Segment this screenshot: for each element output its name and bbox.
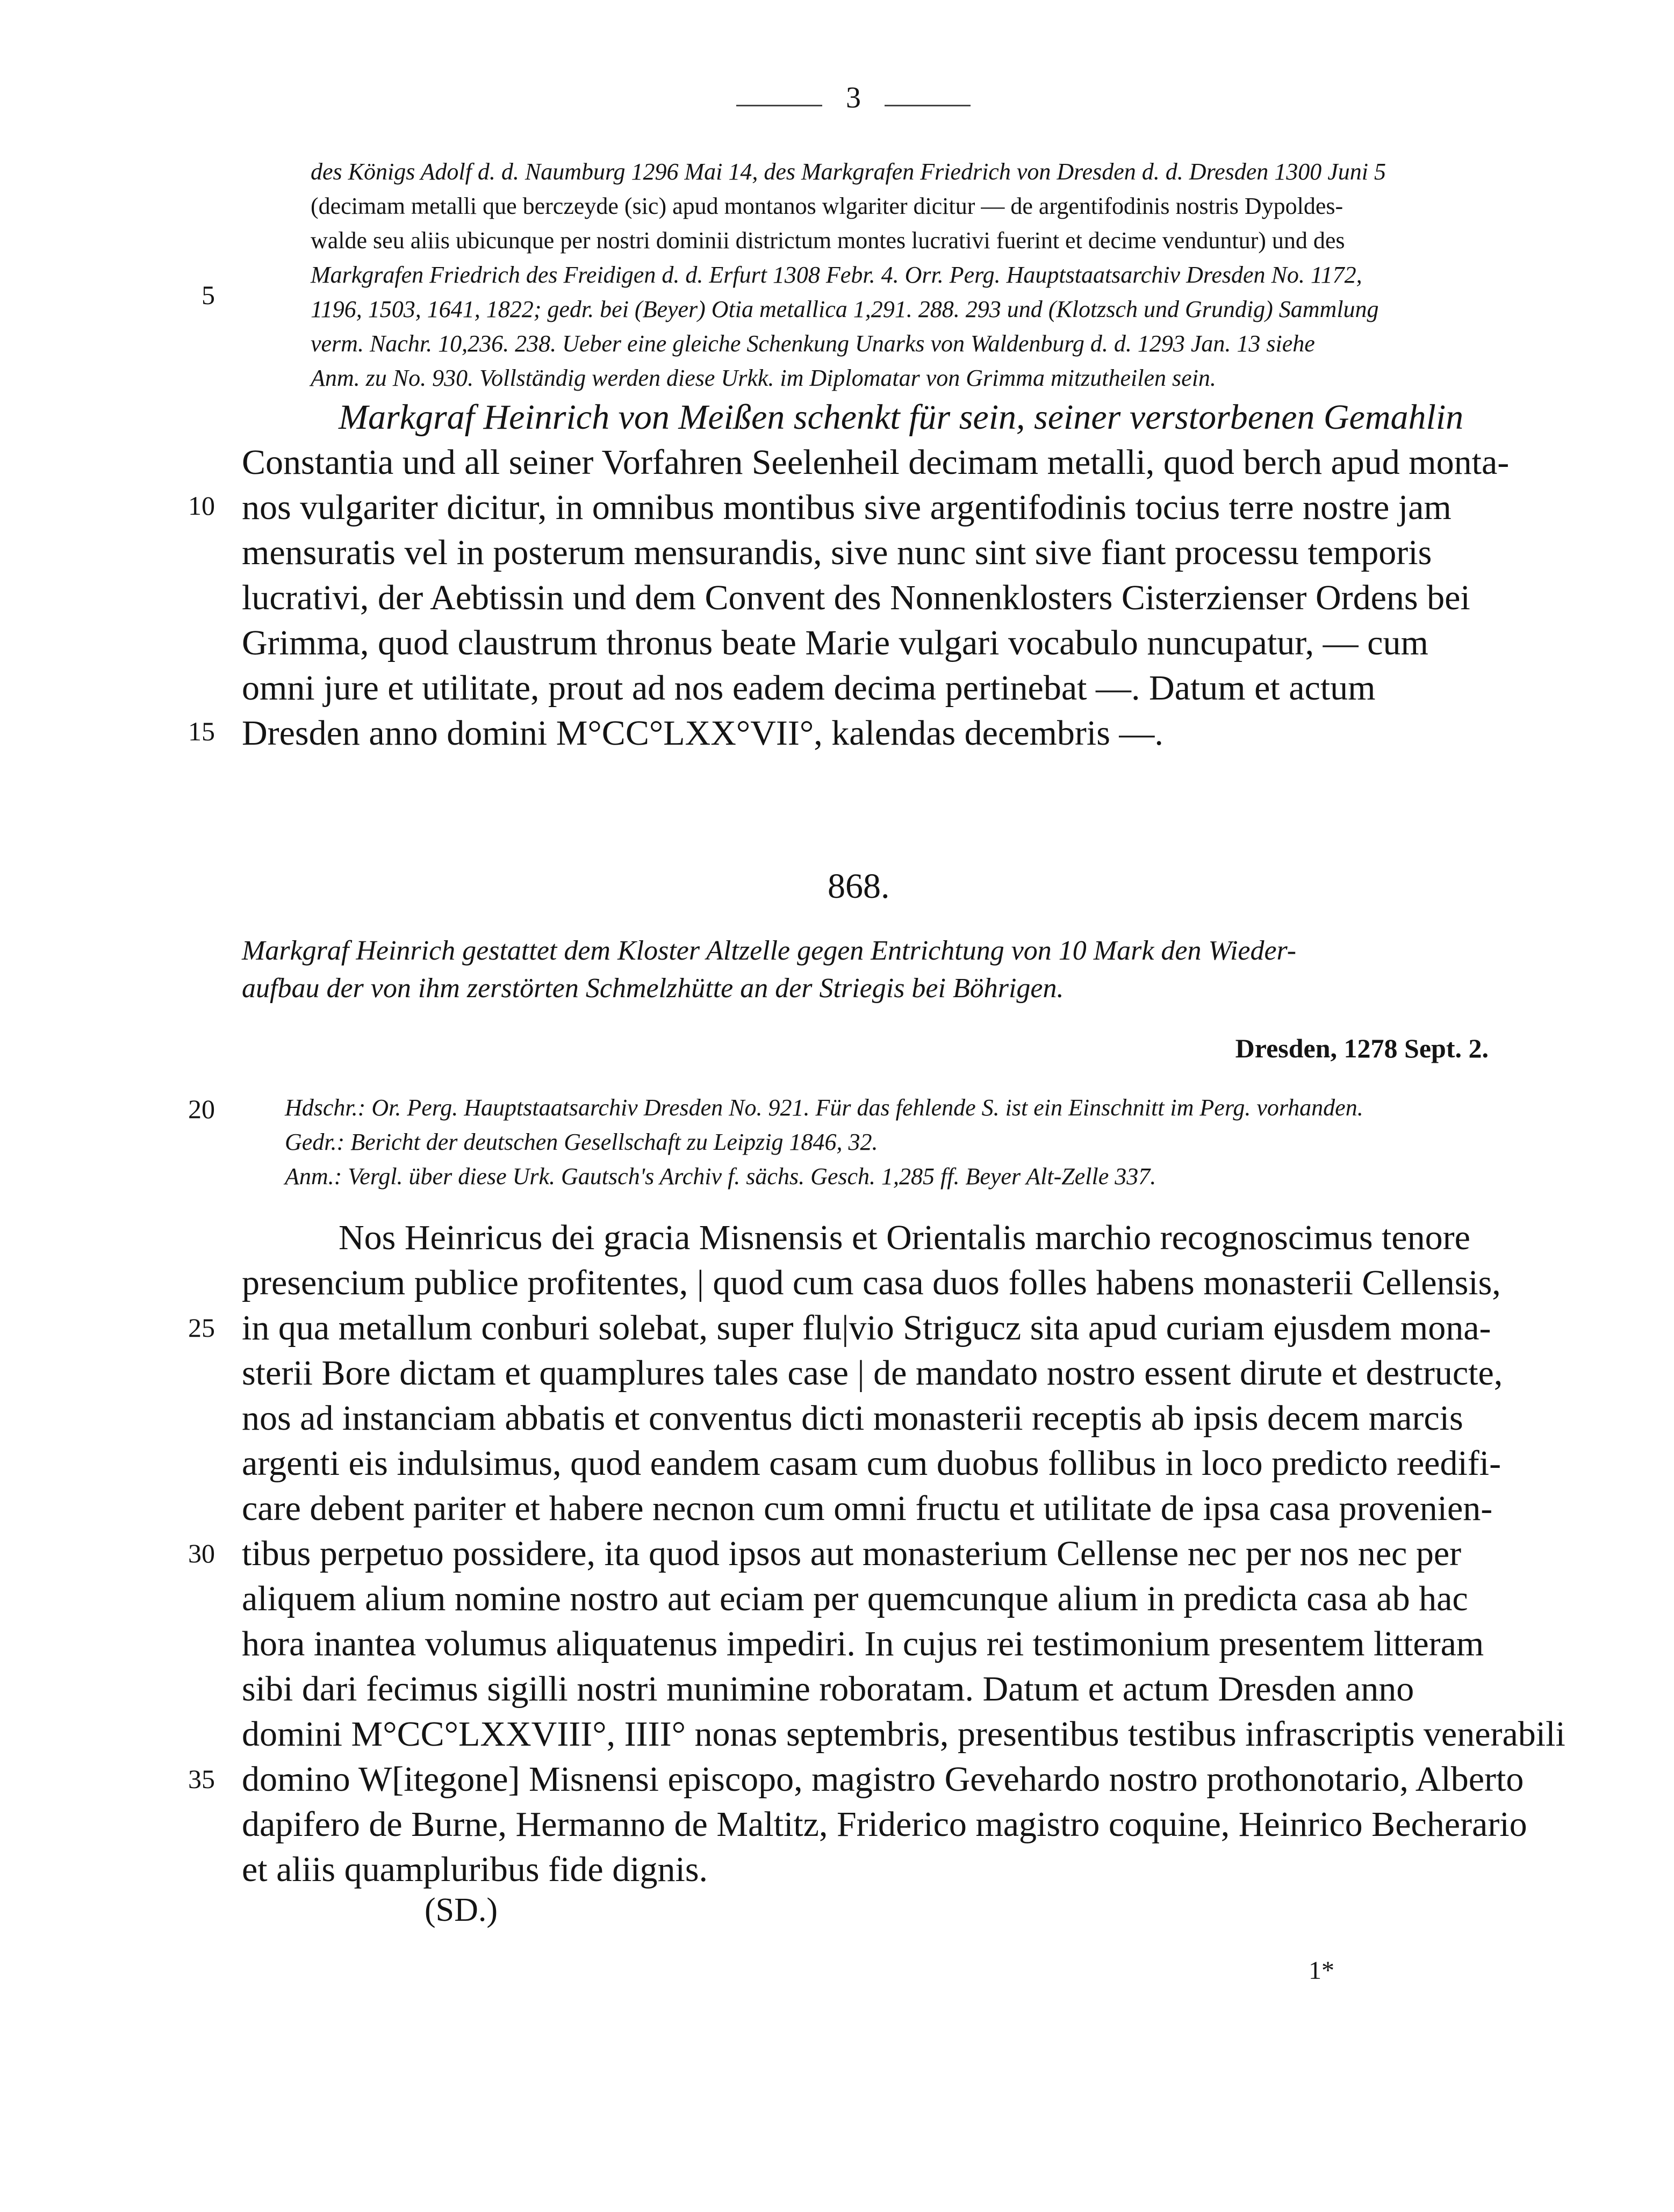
document-text-1	[242, 395, 1510, 756]
text-line: aliquem alium nomine nostro aut eciam per quemcunque alium in predicta casa ab hac	[242, 1579, 1468, 1618]
text-line: Constantia und all seiner Vorfahren Seelenheil decimam metalli, quod berch apud monta-	[242, 443, 1510, 482]
text-line: presencium publice profitentes, | quod cum casa duos folles habens monasterii Cellensis,	[242, 1263, 1501, 1302]
header-rule-left	[736, 105, 822, 106]
text-line: Grimma, quod claustrum thronus beate Marie vulgari vocabulo nuncupatur, — cum	[242, 623, 1428, 662]
text-line: care debent pariter et habere necnon cum omni fructu et utilitate de ipsa casa provenien-	[242, 1489, 1493, 1528]
note-line: verm. Nachr. 10,236. 238. Ueber eine gleiche Schenkung Unarks von Waldenburg d. d. 1293 Jan. 13 siehe	[311, 330, 1315, 357]
document-text-2	[242, 1215, 1565, 1892]
note-line: 1196, 1503, 1641, 1822; gedr. bei (Beyer) Otia metallica 1,291. 288. 293 und (Klotzsch und Grundig) Sammlung	[311, 296, 1379, 322]
header-rule-right	[885, 105, 971, 106]
note-line: (decimam metalli que berczeyde (sic) apud montanos wlgariter dicitur — de argentifodinis nostris Dypoldes-	[311, 193, 1343, 219]
text-line: sibi dari fecimus sigilli nostri munimine roboratam. Datum et actum Dresden anno	[242, 1669, 1414, 1709]
text-line: mensuratis vel in posterum mensurandis, sive nunc sint sive fiant processu temporis	[242, 533, 1432, 572]
text-line: sterii Bore dictam et quamplures tales case | de mandato nostro essent dirute et destructe,	[242, 1353, 1503, 1393]
note-line: Anm.: Vergl. über diese Urk. Gautsch's Archiv f. sächs. Gesch. 1,285 ff. Beyer Alt-Zelle 337.	[285, 1163, 1156, 1190]
text-line: lucrativi, der Aebtissin und dem Convent des Nonnenklosters Cisterzienser Ordens bei	[242, 578, 1470, 617]
line-number: 15	[188, 716, 215, 746]
line-number: 35	[188, 1764, 215, 1794]
note-line: Markgrafen Friedrich des Freidigen d. d. Erfurt 1308 Febr. 4. Orr. Perg. Hauptstaatsarchiv Dresden No. 1172,	[311, 262, 1362, 288]
text-line: et aliis quampluribus fide dignis.	[242, 1850, 708, 1889]
text-line: nos ad instanciam abbatis et conventus dicti monasterii receptis ab ipsis decem marcis	[242, 1399, 1463, 1438]
text-line: tibus perpetuo possidere, ita quod ipsos aut monasterium Cellense nec per nos nec per	[242, 1534, 1462, 1573]
note-line: Hdschr.: Or. Perg. Hauptstaatsarchiv Dresden No. 921. Für das fehlende S. ist ein Einschnitt im Perg. vorhanden.	[285, 1094, 1363, 1121]
seal-note: (SD.)	[425, 1892, 498, 1928]
notes-top	[311, 155, 1504, 395]
page-number: 3	[846, 81, 861, 114]
line-number: 25	[188, 1313, 215, 1343]
regest-line: Markgraf Heinrich gestattet dem Kloster Altzelle gegen Entrichtung von 10 Mark den Wieder-	[242, 935, 1297, 966]
signature-mark: 1*	[1309, 1956, 1334, 1985]
page-header	[736, 81, 971, 115]
datum: Dresden, 1278 Sept. 2.	[1235, 1033, 1489, 1063]
text-line: nos vulgariter dicitur, in omnibus montibus sive argentifodinis tocius terre nostre jam	[242, 488, 1452, 527]
line-number: 5	[202, 280, 215, 310]
text-line: domini M°CC°LXXVIII°, IIII° nonas septembris, presentibus testibus infrascriptis venerabili	[242, 1714, 1565, 1754]
text-line: Nos Heinricus dei gracia Misnensis et Orientalis marchio recognoscimus tenore	[339, 1218, 1470, 1257]
text-line: dapifero de Burne, Hermanno de Maltitz, Friderico magistro coquine, Heinrico Becherario	[242, 1805, 1527, 1844]
document-number: 868.	[828, 867, 890, 906]
line-number: 10	[188, 491, 215, 521]
note-line: walde seu aliis ubicunque per nostri dominii districtum montes lucrativi fuerint et decime venduntur) und des	[311, 227, 1345, 254]
regest	[242, 932, 1494, 1007]
text-line: argenti eis indulsimus, quod eandem casam cum duobus follibus in loco predicto reedifi-	[242, 1444, 1501, 1483]
note-line: Anm. zu No. 930. Vollständig werden diese Urkk. im Diplomatar von Grimma mitzutheilen sein.	[311, 365, 1216, 391]
text-line: Markgraf Heinrich von Meißen schenkt für sein, seiner verstorbenen Gemahlin	[339, 398, 1464, 437]
regest-line: aufbau der von ihm zerstörten Schmelzhütte an der Striegis bei Böhrigen.	[242, 973, 1064, 1004]
text-line: in qua metallum conburi solebat, super flu|vio Strigucz sita apud curiam ejusdem mona-	[242, 1308, 1491, 1348]
text-line: omni jure et utilitate, prout ad nos eadem decima pertinebat —. Datum et actum	[242, 668, 1376, 708]
notes-2	[285, 1091, 1478, 1194]
line-number: 30	[188, 1538, 215, 1568]
text-line: Dresden anno domini M°CC°LXX°VII°, kalendas decembris —.	[242, 714, 1163, 753]
line-number: 20	[188, 1094, 215, 1124]
note-line: Gedr.: Bericht der deutschen Gesellschaft zu Leipzig 1846, 32.	[285, 1129, 878, 1155]
text-line: domino W[itegone] Misnensi episcopo, magistro Gevehardo nostro prothonotario, Alberto	[242, 1760, 1524, 1799]
note-line: des Königs Adolf d. d. Naumburg 1296 Mai 14, des Markgrafen Friedrich von Dresden d. d. Dresden 1300 Juni 5	[311, 158, 1386, 185]
text-line: hora inantea volumus aliquatenus impediri. In cujus rei testimonium presentem litteram	[242, 1624, 1484, 1663]
